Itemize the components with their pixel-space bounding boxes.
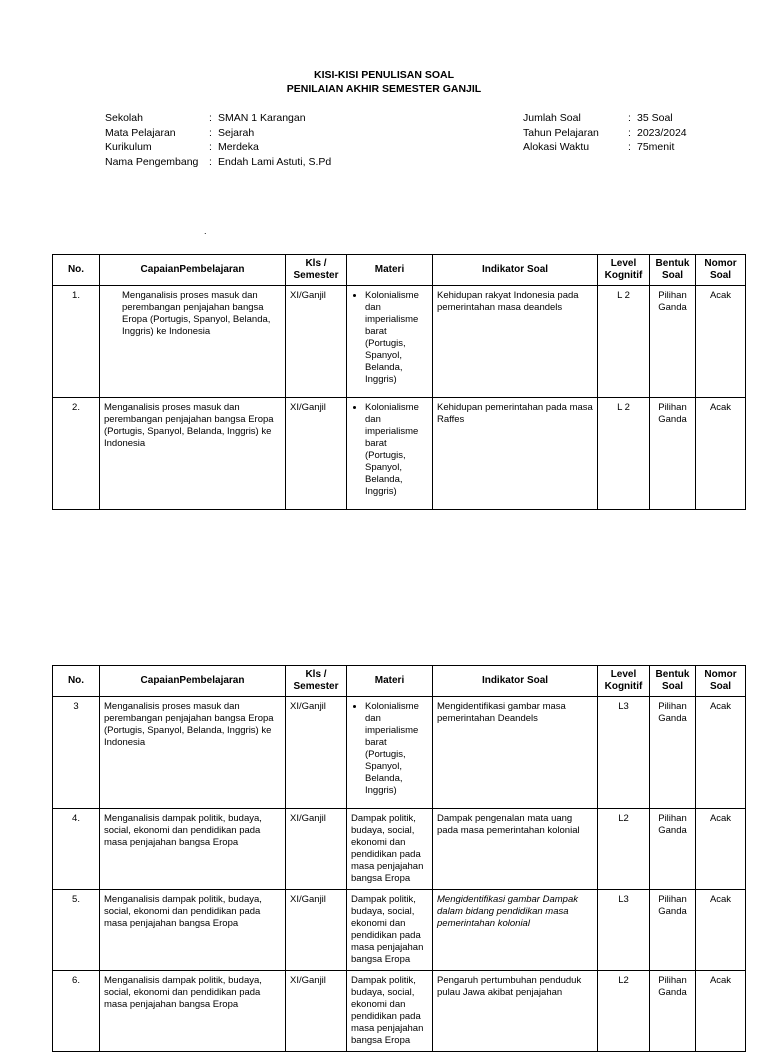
info-colon: : <box>209 141 212 153</box>
col-bentuk-line1: Bentuk <box>655 669 690 680</box>
info-row-tahun <box>523 126 687 141</box>
materi-bullet: • Kolonialisme dan imperialisme barat (Portugis, Spanyol, Belanda, Inggris) <box>365 701 428 797</box>
cell-nomor: Acak <box>696 809 746 890</box>
materi-bullet: • Kolonialisme dan imperialisme barat (Portugis, Spanyol, Belanda, Inggris) <box>365 290 428 386</box>
col-no: No. <box>53 255 100 286</box>
cell-capaian: Menganalisis dampak politik, budaya, social, ekonomi dan pendidikan pada masa penjajahan bangsa Eropa <box>100 890 286 971</box>
cell-bentuk: Pilihan Ganda <box>650 398 696 510</box>
col-kls-line1: Kls / <box>305 258 327 269</box>
cell-materi: Dampak politik, budaya, social, ekonomi dan pendidikan pada masa penjajahan bangsa Eropa <box>347 890 433 971</box>
cell-nomor: Acak <box>696 697 746 809</box>
col-bentuk <box>650 255 696 286</box>
cell-bentuk: Pilihan Ganda <box>650 890 696 971</box>
info-label: Jumlah Soal <box>523 112 581 124</box>
cell-indikator: Mengidentifikasi gambar masa pemerintahan Deandels <box>433 697 598 809</box>
info-row-pengembang <box>105 155 331 170</box>
stray-dot: . <box>204 226 207 236</box>
col-kls-line2: Semester <box>293 270 339 281</box>
col-bentuk-line1: Bentuk <box>655 258 690 269</box>
cell-level: L 2 <box>598 286 650 398</box>
cell-capaian: Menganalisis dampak politik, budaya, social, ekonomi dan pendidikan pada masa penjajahan bangsa Eropa <box>100 809 286 890</box>
table-row <box>53 286 746 398</box>
cell-materi: Dampak politik, budaya, social, ekonomi dan pendidikan pada masa penjajahan bangsa Eropa <box>347 809 433 890</box>
info-right <box>523 111 687 155</box>
col-capaian: CapaianPembelajaran <box>100 255 286 286</box>
table-row <box>53 398 746 510</box>
cell-indikator: Dampak pengenalan mata uang pada masa pemerintahan kolonial <box>433 809 598 890</box>
col-indikator: Indikator Soal <box>433 255 598 286</box>
info-value: Sejarah <box>218 126 255 139</box>
info-value: SMAN 1 Karangan <box>218 112 306 124</box>
table-row <box>53 697 746 809</box>
info-label: Tahun Pelajaran <box>523 126 599 139</box>
cell-indikator: Mengidentifikasi gambar Dampak dalam bidang pendidikan masa pemerintahan kolonial <box>433 890 598 971</box>
cell-materi <box>347 286 433 398</box>
cell-no: 1. <box>53 286 100 398</box>
col-nomor-line2: Soal <box>709 270 732 281</box>
document-subtitle: PENILAIAN AKHIR SEMESTER GANJIL <box>286 83 482 95</box>
col-level-line1: Level <box>610 669 637 680</box>
document-title: KISI-KISI PENULISAN SOAL <box>313 69 454 81</box>
cell-kls: XI/Ganjil <box>286 697 347 809</box>
col-materi: Materi <box>347 666 433 697</box>
col-nomor-line1: Nomor <box>704 669 737 680</box>
cell-kls: XI/Ganjil <box>286 890 347 971</box>
col-level-line2: Kognitif <box>604 270 643 281</box>
col-nomor-line1: Nomor <box>704 258 737 269</box>
cell-kls: XI/Ganjil <box>286 398 347 510</box>
col-materi: Materi <box>347 255 433 286</box>
col-kls <box>286 666 347 697</box>
col-kls <box>286 255 347 286</box>
cell-nomor: Acak <box>696 890 746 971</box>
col-capaian: CapaianPembelajaran <box>100 666 286 697</box>
cell-capaian: Menganalisis proses masuk dan perembangan penjajahan bangsa Eropa (Portugis, Spanyol, Belanda, Inggris) ke Indonesia <box>100 286 286 398</box>
info-label: Kurikulum <box>105 141 152 153</box>
col-level-line1: Level <box>610 258 637 269</box>
info-value: Endah Lami Astuti, S.Pd <box>218 155 332 168</box>
info-value: 35 Soal <box>637 112 673 124</box>
cell-level: L2 <box>598 971 650 1052</box>
materi-bullet: • Kolonialisme dan imperialisme barat (Portugis, Spanyol, Belanda, Inggris) <box>365 402 428 498</box>
cell-indikator: Kehidupan rakyat Indonesia pada pemerintahan masa deandels <box>433 286 598 398</box>
info-label: Nama Pengembang <box>105 155 199 168</box>
cell-capaian: Menganalisis proses masuk dan perembangan penjajahan bangsa Eropa (Portugis, Spanyol, Belanda, Inggris) ke Indonesia <box>100 697 286 809</box>
cell-nomor: Acak <box>696 286 746 398</box>
col-level <box>598 666 650 697</box>
col-bentuk-line2: Soal <box>661 681 684 692</box>
info-colon: : <box>209 112 212 124</box>
table-header-row <box>53 666 746 697</box>
info-colon: : <box>628 141 631 153</box>
cell-indikator: Kehidupan pemerintahan pada masa Raffes <box>433 398 598 510</box>
cell-capaian: Menganalisis proses masuk dan perembangan penjajahan bangsa Eropa (Portugis, Spanyol, Belanda, Inggris) ke Indonesia <box>100 398 286 510</box>
info-label: Alokasi Waktu <box>523 141 590 153</box>
cell-kls: XI/Ganjil <box>286 286 347 398</box>
info-row-mapel <box>105 126 331 141</box>
cell-level: L3 <box>598 890 650 971</box>
col-bentuk-line2: Soal <box>661 270 684 281</box>
cell-no: 3 <box>53 697 100 809</box>
cell-level: L2 <box>598 809 650 890</box>
kisi-table-2 <box>52 665 746 1052</box>
cell-materi <box>347 697 433 809</box>
info-label: Mata Pelajaran <box>105 126 176 139</box>
info-left <box>105 111 331 169</box>
info-colon: : <box>209 155 212 168</box>
cell-level: L 2 <box>598 398 650 510</box>
info-value: 75menit <box>637 141 675 153</box>
col-level-line2: Kognitif <box>604 681 643 692</box>
col-no: No. <box>53 666 100 697</box>
col-kls-line2: Semester <box>293 681 339 692</box>
info-value: 2023/2024 <box>637 126 687 139</box>
col-kls-line1: Kls / <box>305 669 327 680</box>
col-indikator: Indikator Soal <box>433 666 598 697</box>
table-row <box>53 890 746 971</box>
col-level <box>598 255 650 286</box>
info-row-jumlah <box>523 111 687 126</box>
cell-bentuk: Pilihan Ganda <box>650 286 696 398</box>
cell-bentuk: Pilihan Ganda <box>650 809 696 890</box>
cell-no: 2. <box>53 398 100 510</box>
table-header-row <box>53 255 746 286</box>
info-row-kurikulum <box>105 140 331 155</box>
cell-no: 4. <box>53 809 100 890</box>
info-colon: : <box>628 112 631 124</box>
info-row-sekolah <box>105 111 331 126</box>
cell-nomor: Acak <box>696 971 746 1052</box>
cell-no: 6. <box>53 971 100 1052</box>
info-row-alokasi <box>523 140 687 155</box>
cell-bentuk: Pilihan Ganda <box>650 697 696 809</box>
cell-level: L3 <box>598 697 650 809</box>
cell-materi: Dampak politik, budaya, social, ekonomi dan pendidikan pada masa penjajahan bangsa Eropa <box>347 971 433 1052</box>
cell-capaian: Menganalisis dampak politik, budaya, social, ekonomi dan pendidikan pada masa penjajahan bangsa Eropa <box>100 971 286 1052</box>
kisi-table-1 <box>52 254 746 510</box>
col-nomor <box>696 666 746 697</box>
info-colon: : <box>209 126 212 139</box>
cell-no: 5. <box>53 890 100 971</box>
cell-indikator: Pengaruh pertumbuhan penduduk pulau Jawa akibat penjajahan <box>433 971 598 1052</box>
cell-materi <box>347 398 433 510</box>
cell-nomor: Acak <box>696 398 746 510</box>
col-nomor <box>696 255 746 286</box>
info-value: Merdeka <box>218 141 259 153</box>
cell-kls: XI/Ganjil <box>286 809 347 890</box>
info-colon: : <box>628 126 631 139</box>
cell-kls: XI/Ganjil <box>286 971 347 1052</box>
col-bentuk <box>650 666 696 697</box>
table-row <box>53 809 746 890</box>
cell-bentuk: Pilihan Ganda <box>650 971 696 1052</box>
col-nomor-line2: Soal <box>709 681 732 692</box>
info-label: Sekolah <box>105 112 143 124</box>
table-row <box>53 971 746 1052</box>
